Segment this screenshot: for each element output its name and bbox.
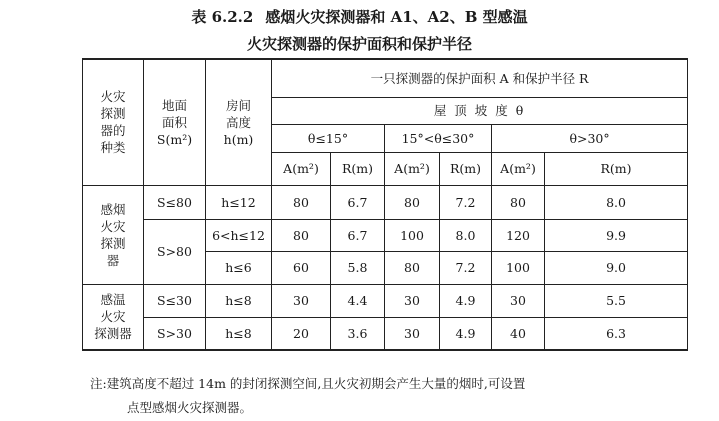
value-cell: 6.7 [331, 185, 385, 219]
value-cell: 9.9 [545, 219, 688, 251]
protection-table [82, 58, 688, 351]
table-row [83, 185, 688, 219]
area-cell: S≤30 [144, 284, 206, 317]
value-cell: 80 [272, 185, 331, 219]
value-cell: 4.9 [440, 317, 492, 350]
table-title-text: 感烟火灾探测器和 A1、A2、B 型感温 [265, 8, 528, 26]
header-floor-area: 地面 面积 S(m²) [144, 59, 206, 185]
smoke-detector-label: 感烟 火灾 探测 器 [83, 185, 144, 284]
value-cell: 3.6 [331, 317, 385, 350]
table-note-line1: 注:建筑高度不超过 14m 的封闭探测空间,且火灾初期会产生大量的烟时,可设置 [90, 376, 526, 391]
height-cell: h≤6 [206, 251, 272, 284]
header-sub-a2: A(m²) [385, 152, 440, 185]
header-sub-a1: A(m²) [272, 152, 331, 185]
table-row [83, 317, 688, 350]
table-title-line1 [0, 6, 719, 27]
value-cell: 4.4 [331, 284, 385, 317]
value-cell: 60 [272, 251, 331, 284]
value-cell: 100 [492, 251, 545, 284]
value-cell: 40 [492, 317, 545, 350]
value-cell: 80 [385, 251, 440, 284]
value-cell: 7.2 [440, 185, 492, 219]
value-cell: 7.2 [440, 251, 492, 284]
value-cell: 30 [385, 317, 440, 350]
area-cell: S>30 [144, 317, 206, 350]
value-cell: 6.3 [545, 317, 688, 350]
value-cell: 8.0 [440, 219, 492, 251]
value-cell: 5.5 [545, 284, 688, 317]
header-roof-slope: 屋 顶 坡 度 θ [272, 97, 688, 124]
header-sub-r1: R(m) [331, 152, 385, 185]
value-cell: 5.8 [331, 251, 385, 284]
header-protection-group: 一只探测器的保护面积 A 和保护半径 R [272, 59, 688, 97]
height-cell: 6<h≤12 [206, 219, 272, 251]
value-cell: 80 [272, 219, 331, 251]
value-cell: 8.0 [545, 185, 688, 219]
height-cell: h≤8 [206, 317, 272, 350]
area-cell: S≤80 [144, 185, 206, 219]
value-cell: 6.7 [331, 219, 385, 251]
table-note-line2: 点型感烟火灾探测器。 [127, 400, 253, 415]
header-slope-3: θ>30° [492, 124, 688, 152]
value-cell: 9.0 [545, 251, 688, 284]
header-sub-a3: A(m²) [492, 152, 545, 185]
header-slope-1: θ≤15° [272, 124, 385, 152]
height-cell: h≤12 [206, 185, 272, 219]
value-cell: 20 [272, 317, 331, 350]
value-cell: 30 [385, 284, 440, 317]
table-number: 表 6.2.2 [191, 8, 254, 26]
area-cell: S>80 [144, 219, 206, 284]
value-cell: 100 [385, 219, 440, 251]
header-detector-type: 火灾 探测 器的 种类 [83, 59, 144, 185]
value-cell: 80 [385, 185, 440, 219]
table-row [83, 284, 688, 317]
height-cell: h≤8 [206, 284, 272, 317]
table-row [83, 219, 688, 251]
value-cell: 80 [492, 185, 545, 219]
header-sub-r3: R(m) [545, 152, 688, 185]
header-sub-r2: R(m) [440, 152, 492, 185]
value-cell: 30 [272, 284, 331, 317]
value-cell: 30 [492, 284, 545, 317]
table-title-line2: 火灾探测器的保护面积和保护半径 [246, 35, 472, 53]
value-cell: 4.9 [440, 284, 492, 317]
header-slope-2: 15°<θ≤30° [385, 124, 492, 152]
value-cell: 120 [492, 219, 545, 251]
header-room-height: 房间 高度 h(m) [206, 59, 272, 185]
heat-detector-label: 感温 火灾 探测器 [83, 284, 144, 350]
